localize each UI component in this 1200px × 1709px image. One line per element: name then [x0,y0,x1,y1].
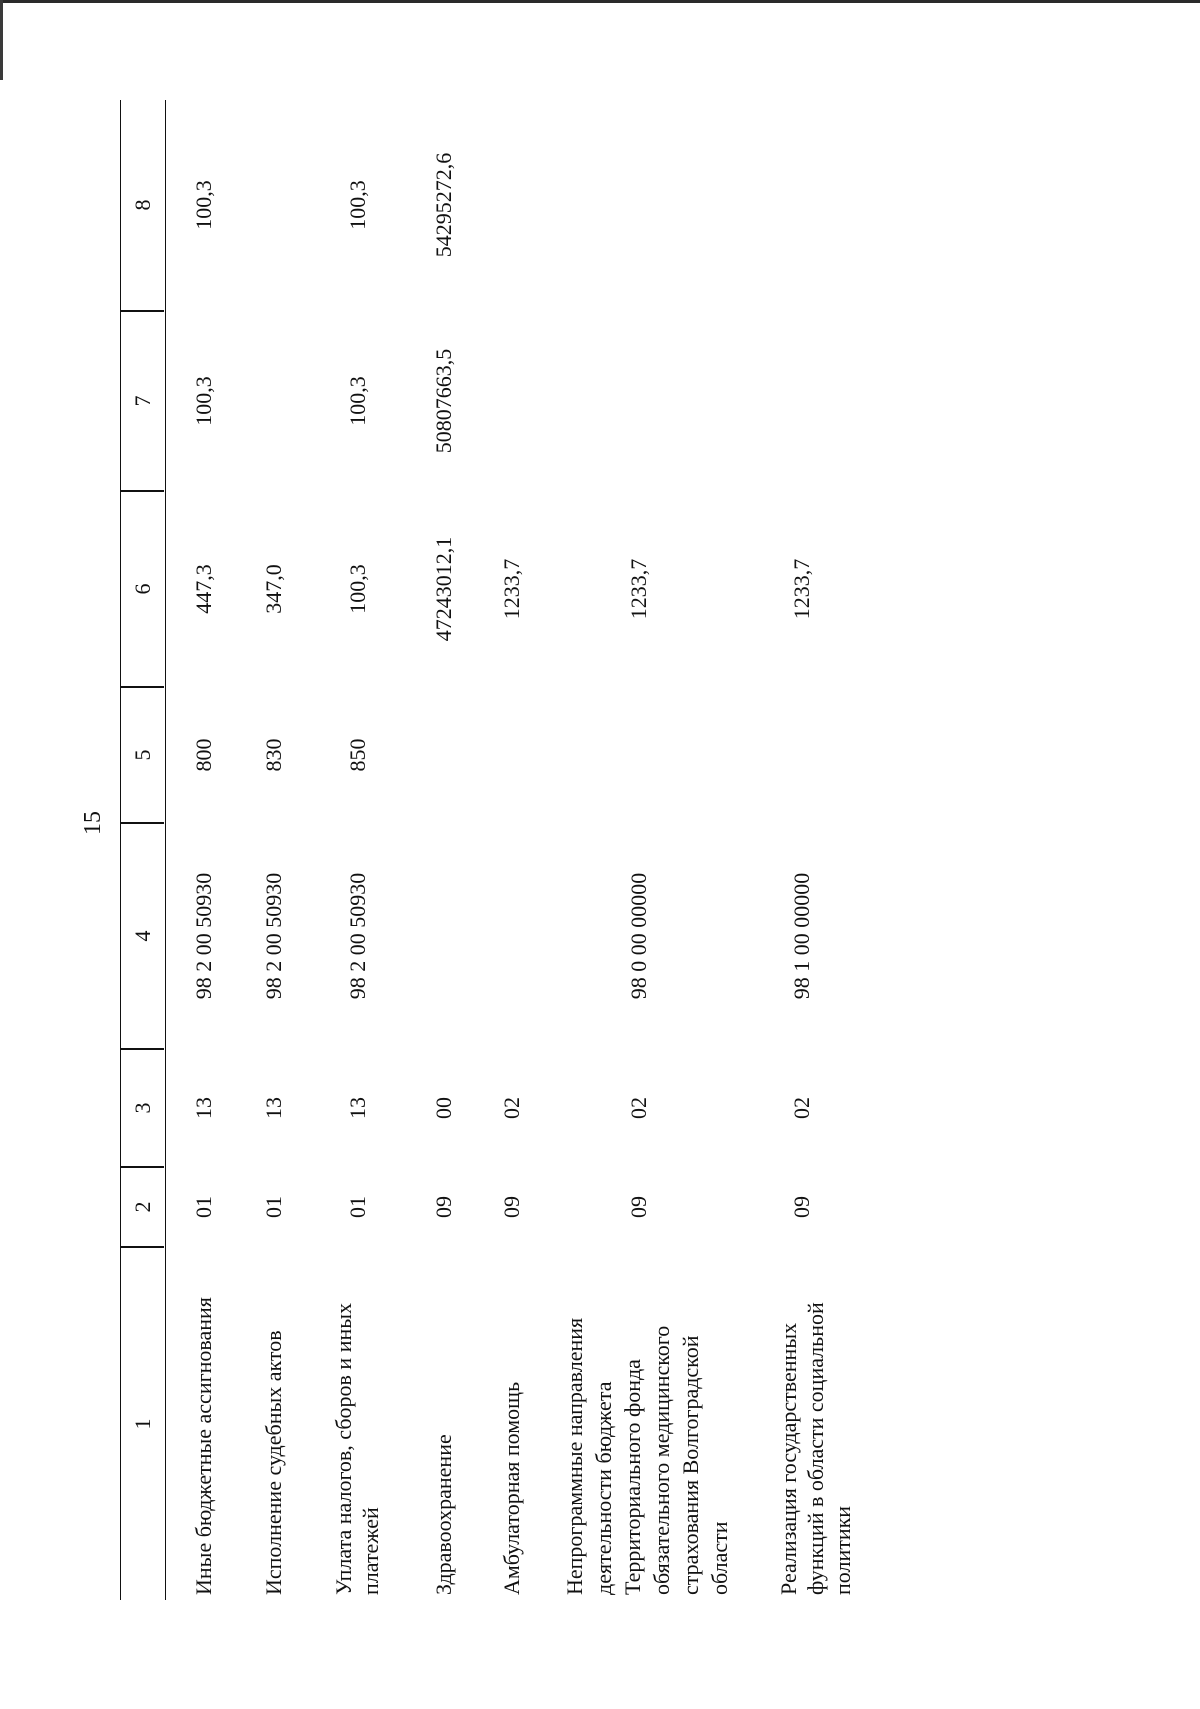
row-col-8: 54295272,6 [431,152,456,258]
row-col-3: 02 [626,1097,651,1119]
row-col-4: 98 2 00 50930 [345,872,370,1000]
row-name: Уплата налогов, сборов и иных платежей [331,1302,383,1595]
header-col-4: 4 [130,930,155,942]
row-col-6: 1233,7 [499,558,524,620]
row-col-2: 09 [431,1196,456,1218]
row-col-6: 447,3 [191,564,216,614]
row-col-8: 100,3 [345,180,370,230]
scan-edge-left [0,0,3,80]
row-col-5: 850 [345,738,370,772]
scan-edge-top [0,0,1200,3]
row-name: Исполнение судебных актов [261,1330,286,1595]
row-col-3: 02 [789,1097,814,1119]
table-header [120,100,166,1600]
header-col-6: 6 [130,583,155,595]
row-col-2: 09 [626,1196,651,1218]
row-col-6: 100,3 [345,564,370,614]
header-col-7: 7 [130,395,155,407]
row-col-6: 1233,7 [789,558,814,620]
row-name: Амбулаторная помощь [499,1381,524,1595]
page-number: 15 [80,811,106,835]
row-col-3: 13 [191,1097,216,1119]
header-divider [121,311,164,313]
row-col-7: 50807663,5 [431,348,456,454]
budget-table [120,100,1160,1600]
row-col-6: 47243012,1 [431,536,456,642]
header-divider [121,687,164,689]
row-col-3: 00 [431,1097,456,1119]
header-divider [121,1167,164,1169]
header-col-3: 3 [130,1102,155,1114]
row-col-4: 98 2 00 50930 [261,872,286,1000]
row-col-7: 100,3 [191,376,216,426]
row-col-7: 100,3 [345,376,370,426]
header-col-8: 8 [130,199,155,211]
row-col-3: 02 [499,1097,524,1119]
row-col-5: 800 [191,738,216,772]
row-col-4: 98 0 00 00000 [626,872,651,1000]
row-col-4: 98 2 00 50930 [191,872,216,1000]
row-col-2: 09 [789,1196,814,1218]
header-divider [121,1049,164,1051]
header-col-1: 1 [130,1418,155,1430]
row-name: Иные бюджетные ассигнования [191,1297,216,1595]
row-col-2: 01 [261,1196,286,1218]
row-name: Непрограммные направления деятельности бюджета Территориального фонда обязательного медицинского страхования Волгоградской области [562,1317,732,1595]
row-col-8: 100,3 [191,180,216,230]
row-col-2: 01 [345,1196,370,1218]
row-col-3: 13 [345,1097,370,1119]
header-divider [121,491,164,493]
header-col-2: 2 [130,1201,155,1213]
row-name: Здравоохранение [431,1434,456,1595]
header-divider [121,823,164,825]
row-col-2: 01 [191,1196,216,1218]
row-col-4: 98 1 00 00000 [789,872,814,1000]
row-col-3: 13 [261,1097,286,1119]
row-col-5: 830 [261,738,286,772]
header-divider [121,1247,164,1249]
row-col-6: 1233,7 [626,558,651,620]
header-col-5: 5 [130,749,155,761]
row-col-6: 347,0 [261,564,286,614]
row-name: Реализация государственных функций в области социальной политики [776,1302,855,1595]
row-col-2: 09 [499,1196,524,1218]
